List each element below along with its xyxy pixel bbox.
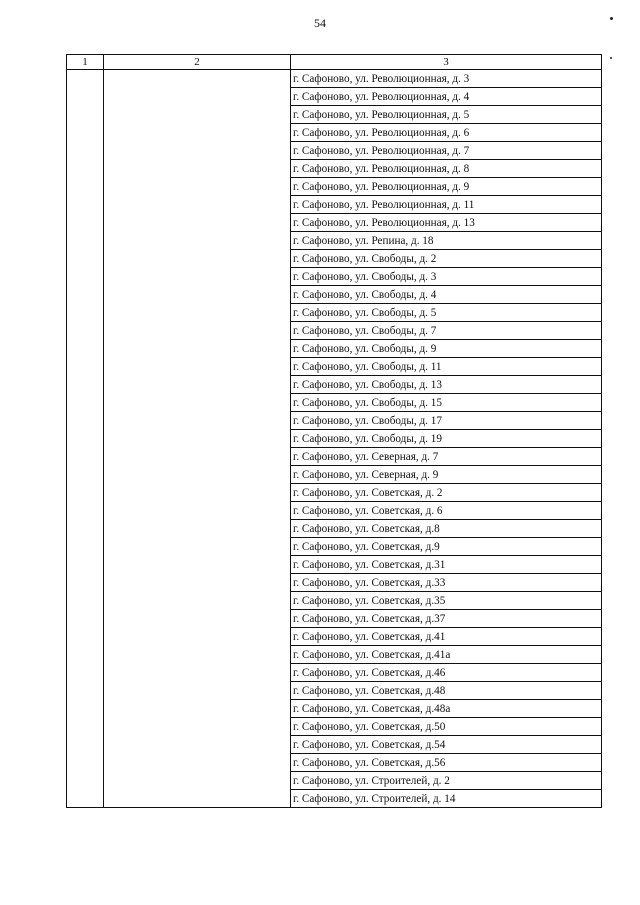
address-cell: г. Сафоново, ул. Северная, д. 7	[291, 448, 602, 466]
address-cell: г. Сафоново, ул. Советская, д.37	[291, 610, 602, 628]
address-cell: г. Сафоново, ул. Свободы, д. 19	[291, 430, 602, 448]
address-cell: г. Сафоново, ул. Свободы, д. 3	[291, 268, 602, 286]
address-cell: г. Сафоново, ул. Революционная, д. 3	[291, 70, 602, 88]
address-cell: г. Сафоново, ул. Советская, д.8	[291, 520, 602, 538]
address-cell: г. Сафоново, ул. Советская, д. 2	[291, 484, 602, 502]
page-number: 54	[314, 16, 326, 30]
address-table	[66, 54, 602, 808]
address-cell: г. Сафоново, ул. Революционная, д. 4	[291, 88, 602, 106]
scan-speck	[610, 17, 613, 20]
address-cell: г. Сафоново, ул. Революционная, д. 8	[291, 160, 602, 178]
address-cell: г. Сафоново, ул. Революционная, д. 6	[291, 124, 602, 142]
address-cell: г. Сафоново, ул. Советская, д.31	[291, 556, 602, 574]
address-cell: г. Сафоново, ул. Советская, д.33	[291, 574, 602, 592]
address-cell: г. Сафоново, ул. Советская, д.54	[291, 736, 602, 754]
address-cell: г. Сафоново, ул. Советская, д.41	[291, 628, 602, 646]
table-body	[67, 70, 602, 808]
address-cell: г. Сафоново, ул. Советская, д.35	[291, 592, 602, 610]
address-cell: г. Сафоново, ул. Свободы, д. 13	[291, 376, 602, 394]
address-cell: г. Сафоново, ул. Свободы, д. 7	[291, 322, 602, 340]
address-cell: г. Сафоново, ул. Свободы, д. 9	[291, 340, 602, 358]
address-cell: г. Сафоново, ул. Революционная, д. 11	[291, 196, 602, 214]
address-cell: г. Сафоново, ул. Свободы, д. 5	[291, 304, 602, 322]
address-cell: г. Сафоново, ул. Советская, д.56	[291, 754, 602, 772]
column-header-2: 2	[104, 55, 291, 70]
address-cell: г. Сафоново, ул. Северная, д. 9	[291, 466, 602, 484]
address-cell: г. Сафоново, ул. Советская, д. 6	[291, 502, 602, 520]
address-cell: г. Сафоново, ул. Строителей, д. 2	[291, 772, 602, 790]
address-cell: г. Сафоново, ул. Советская, д.48а	[291, 700, 602, 718]
address-cell: г. Сафоново, ул. Революционная, д. 9	[291, 178, 602, 196]
address-cell: г. Сафоново, ул. Свободы, д. 4	[291, 286, 602, 304]
address-cell: г. Сафоново, ул. Свободы, д. 17	[291, 412, 602, 430]
address-table-container	[66, 54, 601, 808]
column-1-cell	[67, 70, 104, 808]
table-row	[67, 70, 602, 88]
address-cell: г. Сафоново, ул. Революционная, д. 13	[291, 214, 602, 232]
column-2-cell	[104, 70, 291, 808]
address-cell: г. Сафоново, ул. Свободы, д. 11	[291, 358, 602, 376]
column-header-3: 3	[291, 55, 602, 70]
address-cell: г. Сафоново, ул. Советская, д.50	[291, 718, 602, 736]
address-cell: г. Сафоново, ул. Репина, д. 18	[291, 232, 602, 250]
address-cell: г. Сафоново, ул. Революционная, д. 5	[291, 106, 602, 124]
address-cell: г. Сафоново, ул. Советская, д.41а	[291, 646, 602, 664]
address-cell: г. Сафоново, ул. Советская, д.9	[291, 538, 602, 556]
scan-speck	[610, 57, 612, 59]
address-cell: г. Сафоново, ул. Революционная, д. 7	[291, 142, 602, 160]
address-cell: г. Сафоново, ул. Советская, д.46	[291, 664, 602, 682]
address-cell: г. Сафоново, ул. Советская, д.48	[291, 682, 602, 700]
address-cell: г. Сафоново, ул. Свободы, д. 15	[291, 394, 602, 412]
address-cell: г. Сафоново, ул. Строителей, д. 14	[291, 790, 602, 808]
address-cell: г. Сафоново, ул. Свободы, д. 2	[291, 250, 602, 268]
table-header-row	[67, 55, 602, 70]
column-header-1: 1	[67, 55, 104, 70]
